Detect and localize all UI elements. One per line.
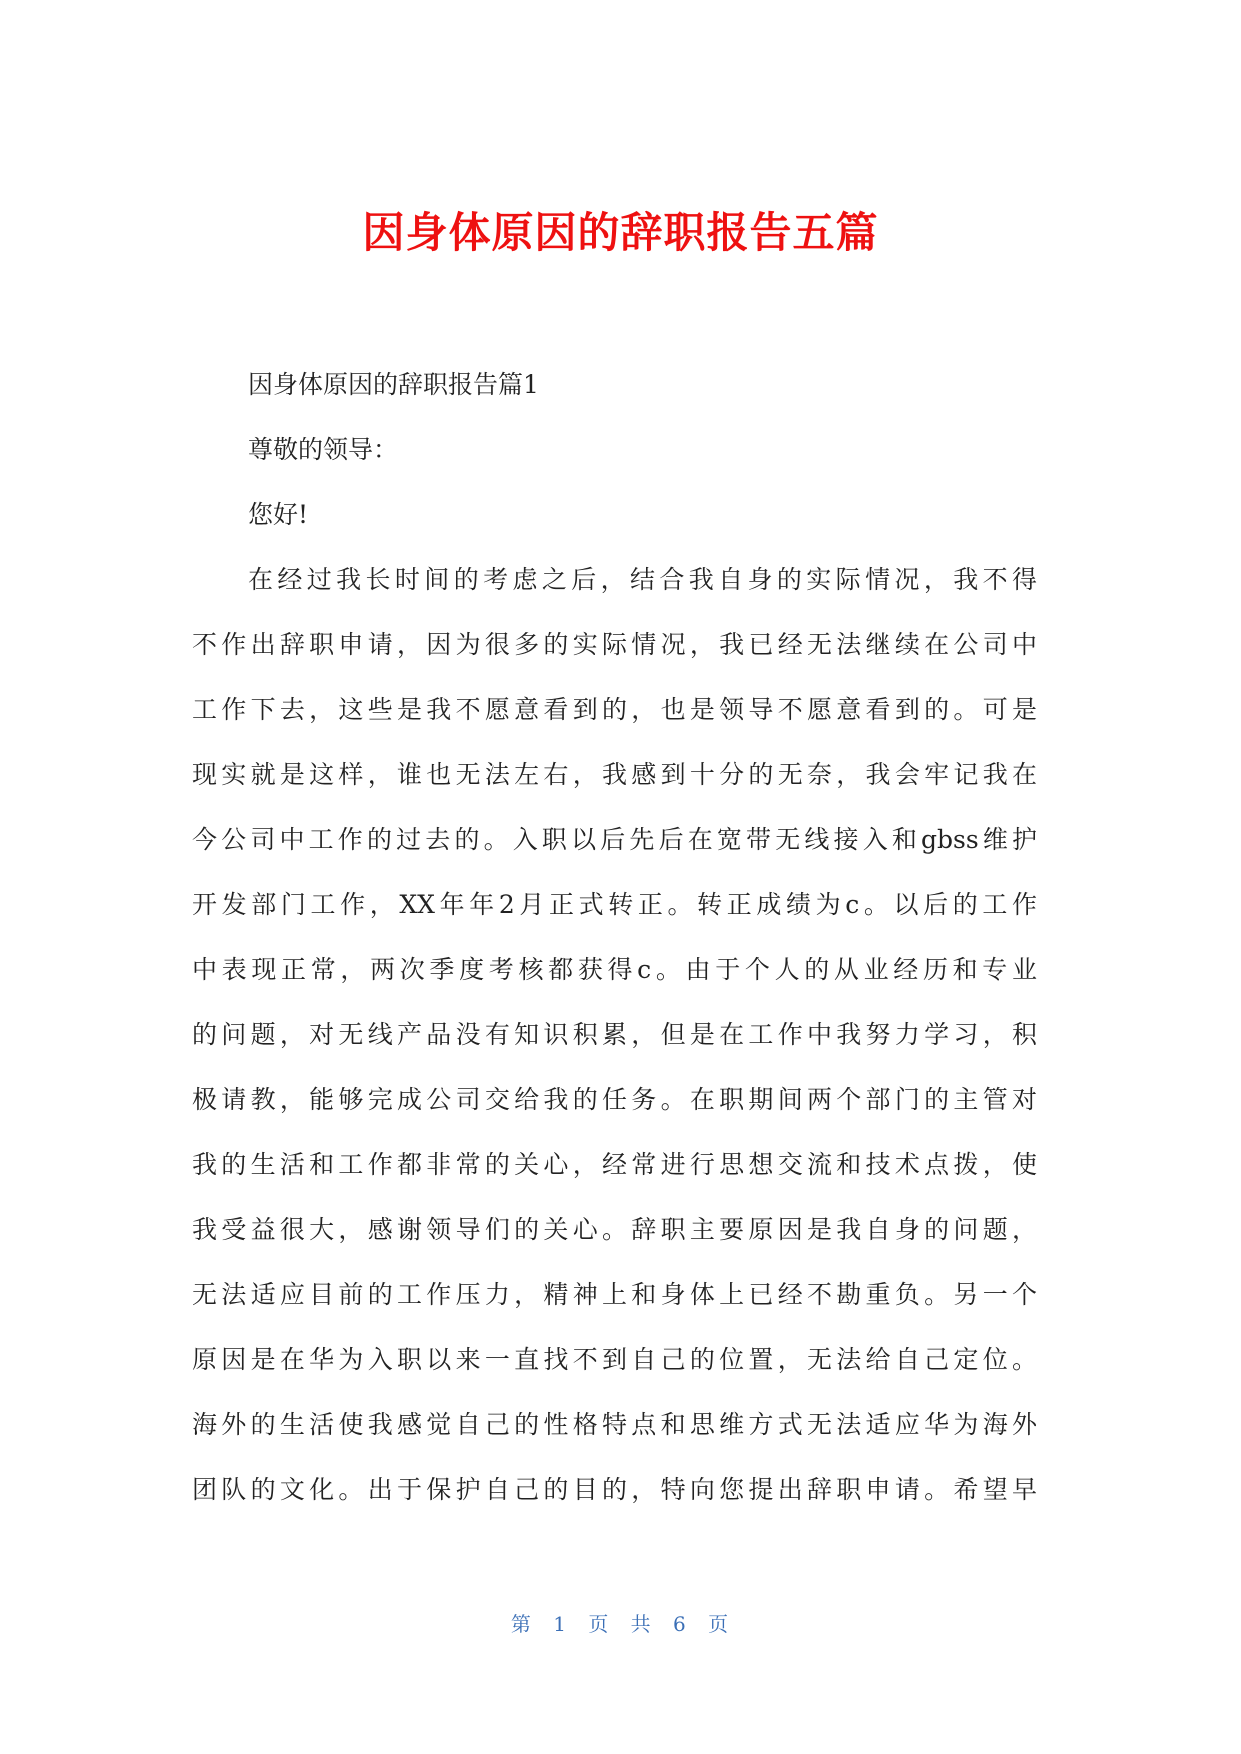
paragraph-line: 原因是在华为入职以来一直找不到自己的位置，无法给自己定位。 <box>192 1345 1037 1374</box>
paragraph-line: 开发部门工作，XX年年2月正式转正。转正成绩为c。以后的工作 <box>192 890 1037 919</box>
document-title: 因身体原因的辞职报告五篇 <box>362 208 879 257</box>
section-heading: 因身体原因的辞职报告篇1 <box>248 370 539 399</box>
paragraph-line: 海外的生活使我感觉自己的性格特点和思维方式无法适应华为海外 <box>192 1410 1037 1439</box>
paragraph-line: 在经过我长时间的考虑之后，结合我自身的实际情况，我不得 <box>248 565 1037 594</box>
paragraph-line: 我的生活和工作都非常的关心，经常进行思想交流和技术点拨，使 <box>192 1150 1037 1179</box>
paragraph-line: 的问题，对无线产品没有知识积累，但是在工作中我努力学习，积 <box>192 1020 1037 1049</box>
greeting: 您好! <box>248 500 309 529</box>
paragraph-line: 中表现正常，两次季度考核都获得c。由于个人的从业经历和专业 <box>192 955 1037 984</box>
paragraph-line: 无法适应目前的工作压力，精神上和身体上已经不勘重负。另一个 <box>192 1280 1037 1309</box>
paragraph-line: 今公司中工作的过去的。入职以后先后在宽带无线接入和gbss维护 <box>192 825 1037 854</box>
paragraph-line: 我受益很大，感谢领导们的关心。辞职主要原因是我自身的问题， <box>192 1215 1037 1244</box>
paragraph-line: 极请教，能够完成公司交给我的任务。在职期间两个部门的主管对 <box>192 1085 1037 1114</box>
page-footer: 第 1 页 共 6 页 <box>510 1612 731 1636</box>
salutation: 尊敬的领导： <box>248 435 399 464</box>
document-body <box>192 352 1037 1522</box>
paragraph-line: 工作下去，这些是我不愿意看到的，也是领导不愿意看到的。可是 <box>192 695 1037 724</box>
paragraph-line: 不作出辞职申请，因为很多的实际情况，我已经无法继续在公司中 <box>192 630 1037 659</box>
paragraph-line: 现实就是这样，谁也无法左右，我感到十分的无奈，我会牢记我在 <box>192 760 1037 789</box>
paragraph-line: 团队的文化。出于保护自己的目的，特向您提出辞职申请。希望早 <box>192 1475 1037 1504</box>
